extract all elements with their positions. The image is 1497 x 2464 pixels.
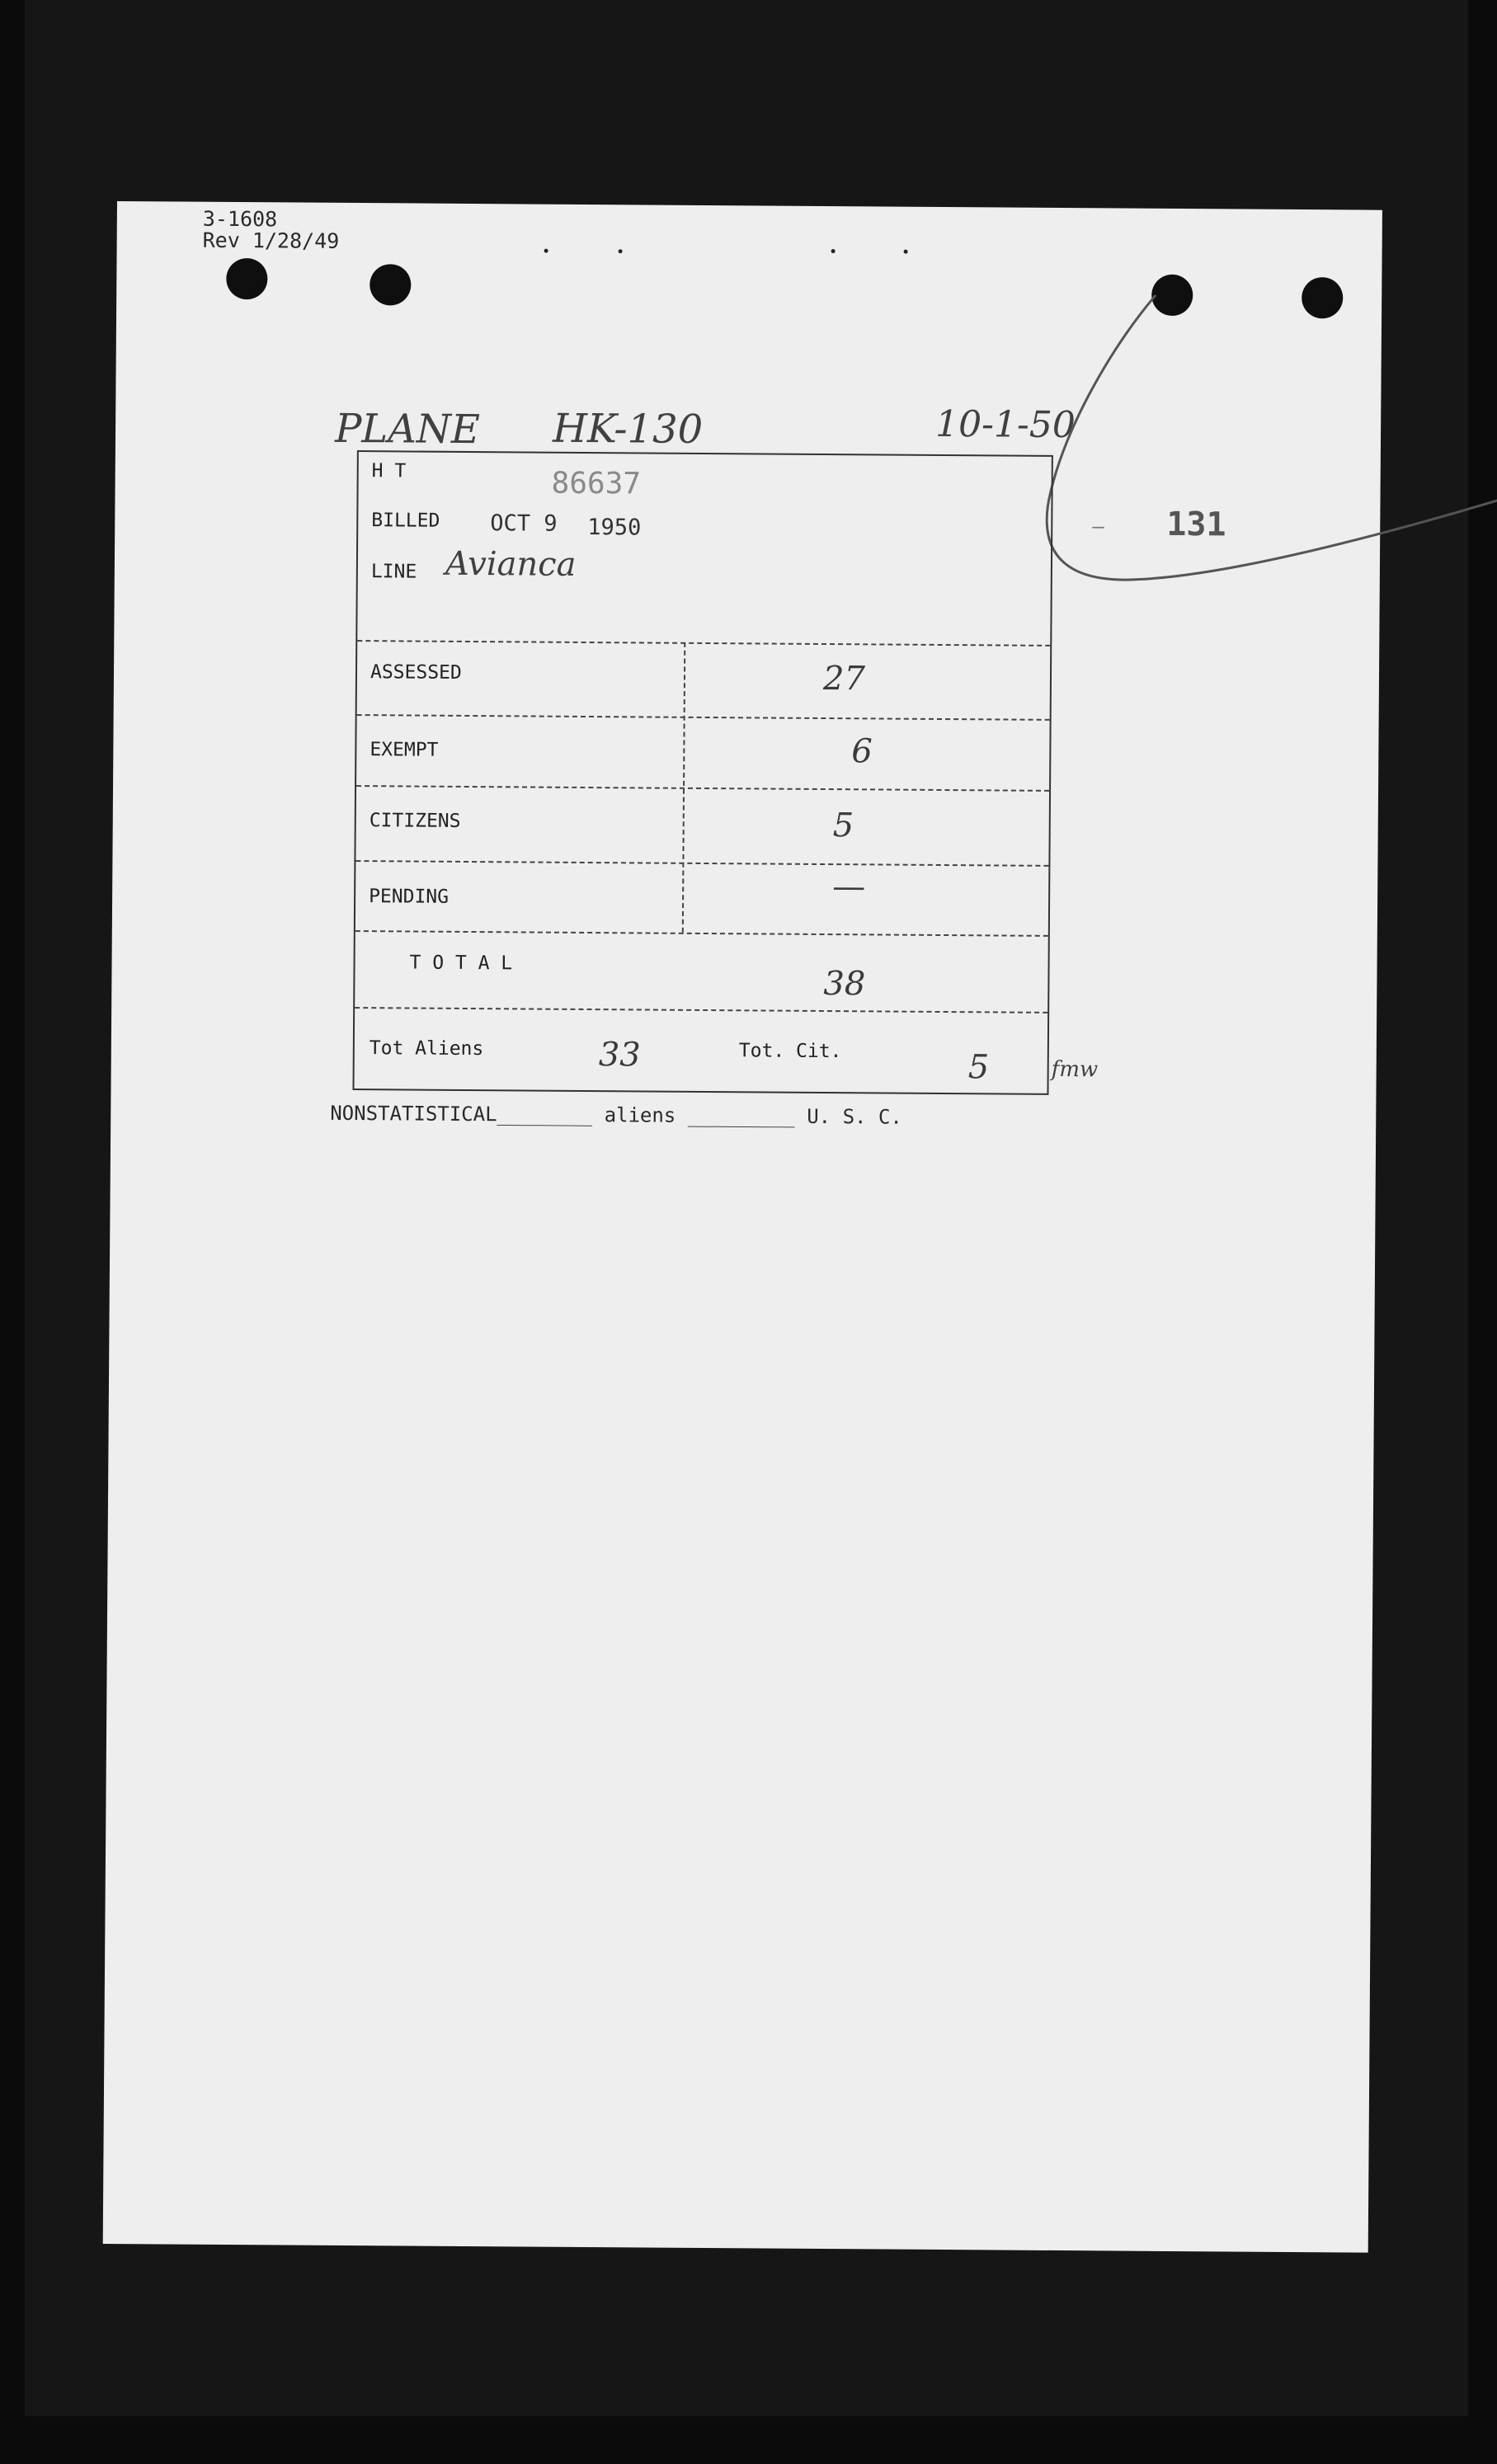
- plane-number: HK-130: [552, 405, 704, 453]
- scan-edge-bottom: [0, 2416, 1497, 2464]
- citizens-value: 5: [832, 806, 854, 845]
- exempt-value: 6: [851, 732, 873, 771]
- plane-label: PLANE: [334, 405, 481, 454]
- form-code: 3-1608: [202, 206, 278, 232]
- airline-name: Avianca: [445, 544, 577, 584]
- nonstatistical-line: [330, 1102, 902, 1129]
- blank-field: ________: [497, 1103, 593, 1127]
- divider: [357, 714, 1050, 721]
- tot-aliens-value: 33: [598, 1036, 641, 1074]
- exempt-label: EXEMPT: [370, 739, 439, 761]
- handwritten-date: 10-1-50: [934, 402, 1076, 447]
- punch-hole: [370, 264, 411, 305]
- scan-edge-left: [0, 0, 25, 2464]
- paper-speck: [619, 249, 623, 253]
- divider: [357, 640, 1050, 647]
- assessed-value: 27: [822, 659, 866, 698]
- billed-label: BILLED: [371, 510, 440, 532]
- divider: [355, 930, 1048, 937]
- nonstatistical-label: NONSTATISTICAL: [330, 1101, 497, 1126]
- billed-year: 1950: [587, 514, 642, 541]
- assessed-label: ASSESSED: [370, 661, 462, 684]
- divider: [356, 785, 1049, 792]
- paper-speck: [904, 250, 908, 254]
- line-label: LINE: [370, 561, 417, 583]
- initials: fmw: [1051, 1056, 1099, 1083]
- ht-number: 86637: [551, 466, 642, 501]
- usc-word: U. S. C.: [807, 1104, 902, 1129]
- citizens-label: CITIZENS: [369, 810, 461, 832]
- pending-value: —: [832, 868, 866, 906]
- tot-cit-value: 5: [967, 1048, 990, 1087]
- divider: [355, 860, 1048, 867]
- pen-curve-mark: [1037, 294, 1497, 792]
- punch-hole: [226, 258, 267, 299]
- tot-aliens-label: Tot Aliens: [369, 1037, 484, 1060]
- blank-field: _________: [687, 1103, 795, 1128]
- page-number: 131: [1166, 505, 1226, 544]
- manifest-form-table: [352, 450, 1052, 1095]
- ht-label: H T: [371, 460, 407, 482]
- aliens-word: aliens: [604, 1103, 676, 1127]
- total-label: T O T A L: [409, 952, 513, 975]
- total-value: 38: [823, 965, 866, 1004]
- paper-speck: [544, 249, 548, 253]
- tot-cit-label: Tot. Cit.: [738, 1040, 842, 1063]
- billed-date: OCT 9: [490, 510, 558, 537]
- divider: [355, 1007, 1047, 1013]
- pending-label: PENDING: [369, 886, 450, 908]
- document-page: [103, 201, 1382, 2253]
- form-revision: Rev 1/28/49: [202, 228, 340, 253]
- page-number-stamp: –: [1092, 515, 1104, 538]
- paper-speck: [831, 249, 836, 253]
